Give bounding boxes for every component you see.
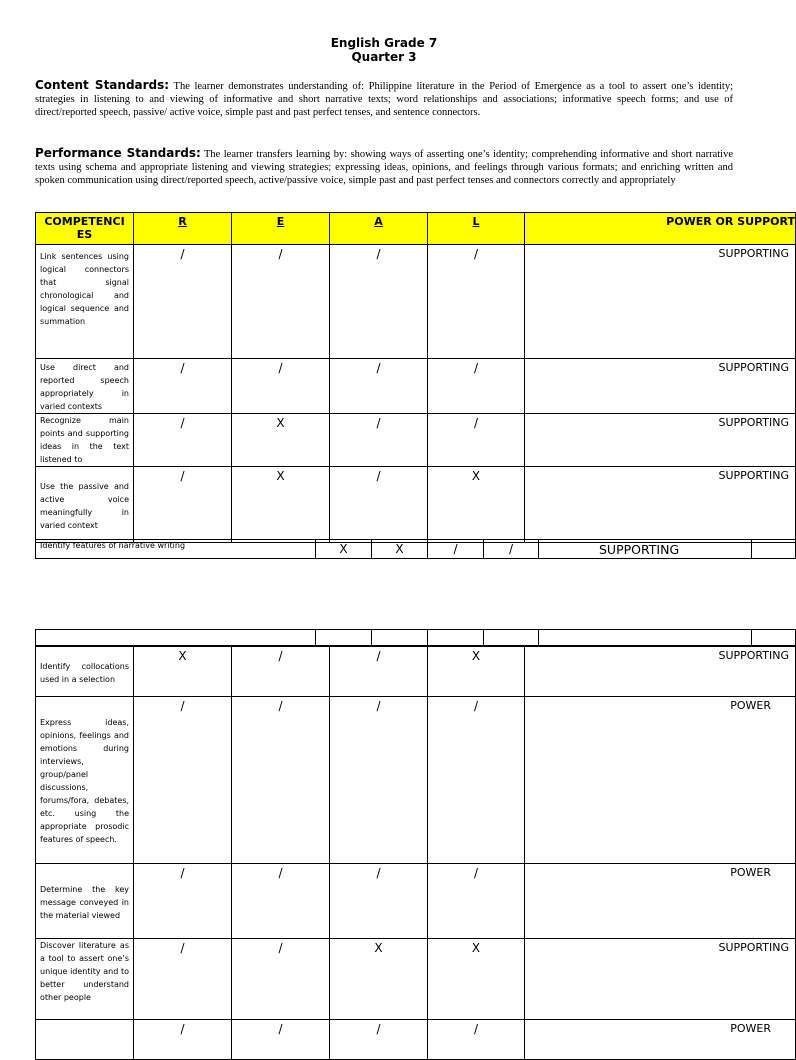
mark-r: X	[134, 647, 232, 697]
mark-r: /	[134, 414, 232, 467]
table-row	[36, 697, 796, 864]
header-e: E	[232, 213, 330, 245]
mark-r: /	[134, 245, 232, 359]
mark-a: /	[330, 414, 428, 467]
mark-e: X	[232, 467, 330, 543]
mark-a: /	[330, 647, 428, 697]
mark-l: X	[428, 939, 525, 1020]
table-row	[36, 467, 796, 543]
header-power-or-support: POWER OR SUPPORT	[525, 213, 796, 245]
mark-a: /	[330, 467, 428, 543]
header-l: L	[428, 213, 525, 245]
mark-a: /	[330, 864, 428, 939]
empty-cell	[539, 630, 752, 646]
competency-cell: Discover literature as a tool to assert one’s unique identity and to better understand other people	[36, 939, 134, 1020]
empty-cell	[752, 540, 796, 559]
competency-cell: Identify collocations used in a selection	[36, 647, 134, 697]
competency-cell	[36, 1020, 134, 1060]
empty-cell	[484, 630, 539, 646]
table-row	[36, 647, 796, 697]
performance-standards-text: The learner transfers learning by: showing ways of asserting one’s identity; comprehending informative and short narrative texts using schema and appropriate listening and viewing strategies; expressing ideas, opinions, and feelings through various formats; and enriching written and spoken communication using direct/reported speech, active/passive voice, simple past and past perfect tenses and connectors correctly and appropriately	[35, 149, 733, 186]
type-cell: SUPPORTING	[525, 467, 796, 543]
competencies-table-top	[35, 212, 796, 543]
mark-l: /	[484, 540, 539, 559]
type-cell: SUPPORTING	[525, 647, 796, 697]
blank-row	[36, 630, 796, 646]
competency-cell: Recognize main points and supporting ideas in the text listened to	[36, 414, 134, 467]
content-standards-text: The learner demonstrates understanding of: Philippine literature in the Period of Emergence as a tool to assert one’s identity; strategies in listening to and viewing of informative and short narrative texts; word relationships and associations; informative speech forms; and use of direct/reported speech, passive/ active voice, simple past and past perfect tenses, and sentence connectors.	[35, 81, 733, 118]
mark-a: /	[330, 359, 428, 414]
grade-title: English Grade 7	[330, 36, 438, 50]
type-cell: SUPPORTING	[525, 245, 796, 359]
quarter-title: Quarter 3	[351, 50, 417, 64]
table-row	[36, 1020, 796, 1060]
competency-cell: Link sentences using logical connectors that signal chronological and logical sequence and summation	[36, 245, 134, 359]
table-row	[36, 359, 796, 414]
header-competencies: COMPETENCI ES	[36, 213, 134, 245]
narrative-row-table	[35, 539, 796, 559]
header-a: A	[330, 213, 428, 245]
type-cell: SUPPORTING	[539, 540, 752, 559]
mark-l: /	[428, 864, 525, 939]
mark-l: /	[428, 414, 525, 467]
mark-a: /	[330, 245, 428, 359]
mark-r: /	[134, 939, 232, 1020]
mark-e: X	[232, 414, 330, 467]
competency-cell: Use the passive and active voice meaningfully in varied context	[36, 467, 134, 543]
performance-standards	[35, 147, 733, 187]
table-row	[36, 939, 796, 1020]
mark-r: /	[134, 864, 232, 939]
empty-cell	[428, 630, 484, 646]
mark-l: X	[428, 647, 525, 697]
mark-a: /	[428, 540, 484, 559]
header-r: R	[134, 213, 232, 245]
table-row	[36, 414, 796, 467]
competencies-table-bottom	[35, 646, 796, 1060]
content-standards	[35, 79, 733, 119]
mark-l: /	[428, 1020, 525, 1060]
mark-l: /	[428, 359, 525, 414]
mark-r: /	[134, 697, 232, 864]
empty-cell	[316, 630, 372, 646]
content-standards-label: Content Standards:	[35, 78, 170, 92]
empty-cell	[36, 630, 316, 646]
mark-r: X	[316, 540, 372, 559]
mark-r: /	[134, 1020, 232, 1060]
mark-e: /	[232, 245, 330, 359]
mark-a: X	[330, 939, 428, 1020]
type-cell: SUPPORTING	[525, 939, 796, 1020]
type-cell: POWER	[525, 697, 796, 864]
competency-cell: Use direct and reported speech appropriately in varied contexts	[36, 359, 134, 414]
mark-e: /	[232, 939, 330, 1020]
mark-l: X	[428, 467, 525, 543]
competency-cell: Identify features of narrative writing	[36, 540, 316, 559]
table-row	[36, 245, 796, 359]
type-cell: POWER	[525, 1020, 796, 1060]
type-cell: POWER	[525, 864, 796, 939]
type-cell: SUPPORTING	[525, 414, 796, 467]
mark-a: /	[330, 1020, 428, 1060]
mark-e: /	[232, 864, 330, 939]
competency-cell: Determine the key message conveyed in the material viewed	[36, 864, 134, 939]
table-row	[36, 540, 796, 559]
mark-e: /	[232, 359, 330, 414]
blank-row-table	[35, 629, 796, 646]
table-row	[36, 864, 796, 939]
type-cell: SUPPORTING	[525, 359, 796, 414]
mark-e: /	[232, 1020, 330, 1060]
empty-cell	[372, 630, 428, 646]
header-row	[36, 213, 796, 245]
empty-cell	[752, 630, 796, 646]
competency-cell: Express ideas, opinions, feelings and emotions during interviews, group/panel discussions, forums/fora, debates, etc. using the appropriate prosodic features of speech.	[36, 697, 134, 864]
mark-l: /	[428, 245, 525, 359]
mark-e: /	[232, 647, 330, 697]
mark-r: /	[134, 467, 232, 543]
mark-l: /	[428, 697, 525, 864]
mark-e: /	[232, 697, 330, 864]
document-title	[0, 36, 768, 64]
mark-r: /	[134, 359, 232, 414]
performance-standards-label: Performance Standards:	[35, 146, 201, 160]
mark-a: /	[330, 697, 428, 864]
mark-e: X	[372, 540, 428, 559]
